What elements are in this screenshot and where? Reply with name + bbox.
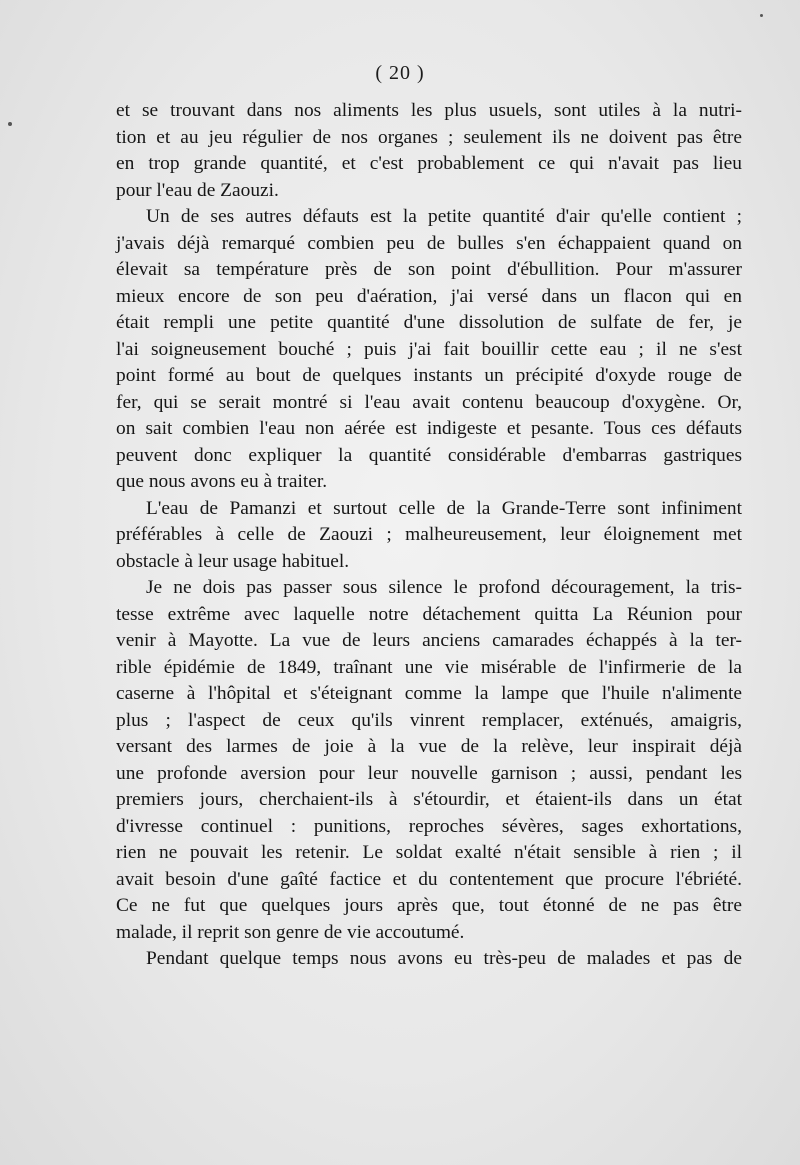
page-number: ( 20 )	[375, 62, 425, 84]
text-line: préférables à celle de Zaouzi ; malheureusement, leur éloignement met	[116, 524, 742, 545]
text-line: tesse extrême avec laquelle notre détachement quitta La Réunion pour	[116, 603, 742, 625]
text-line: en trop grande quantité, et c'est probablement ce qui n'avait pas lieu	[116, 153, 742, 174]
text-line: malade, il reprit son genre de vie accoutumé.	[116, 921, 465, 943]
text-line: l'ai soigneusement bouché ; puis j'ai fait bouillir cette eau ; il ne s'est	[116, 338, 742, 360]
text-line: mieux encore de son peu d'aération, j'ai versé dans un flacon qui en	[116, 285, 742, 307]
text-line: Un de ses autres défauts est la petite quantité d'air qu'elle contient ;	[146, 206, 742, 227]
margin-speck	[8, 122, 12, 126]
paragraph-4	[116, 575, 742, 946]
text-line: d'ivresse continuel : punitions, reproches sévères, sages exhortations,	[116, 815, 742, 837]
text-line: plus ; l'aspect de ceux qu'ils vinrent remplacer, exténués, amaigris,	[116, 709, 742, 731]
body-text	[116, 98, 742, 973]
text-line: était rempli une petite quantité d'une dissolution de sulfate de fer, je	[116, 312, 742, 333]
text-line: caserne à l'hôpital et s'éteignant comme la lampe que l'huile n'alimente	[116, 683, 742, 704]
text-line: versant des larmes de joie à la vue de la relève, leur inspirait déjà	[116, 736, 742, 757]
text-line: j'avais déjà remarqué combien peu de bulles s'en échappaient quand on	[116, 232, 742, 254]
paragraph-5	[116, 946, 742, 973]
text-line: rien ne pouvait les retenir. Le soldat exalté n'était sensible à rien ; il	[116, 842, 742, 863]
text-line: que nous avons eu à traiter.	[116, 471, 328, 492]
text-line: premiers jours, cherchaient-ils à s'étourdir, et étaient-ils dans un état	[116, 789, 742, 810]
text-line: tion et au jeu régulier de nos organes ; seulement ils ne doivent pas être	[116, 126, 742, 148]
text-line: une profonde aversion pour leur nouvelle garnison ; aussi, pendant les	[116, 762, 742, 784]
text-line: pour l'eau de Zaouzi.	[116, 179, 279, 201]
text-line: Je ne dois pas passer sous silence le profond découragement, la tris-	[146, 577, 742, 598]
text-line: Pendant quelque temps nous avons eu très-peu de malades et pas de	[146, 948, 742, 969]
text-line: avait besoin d'une gaîté factice et du contentement que procure l'ébriété.	[116, 868, 742, 890]
text-line: fer, qui se serait montré si l'eau avait contenu beaucoup d'oxygène. Or,	[116, 391, 742, 413]
text-line: L'eau de Pamanzi et surtout celle de la Grande-Terre sont infiniment	[146, 497, 742, 519]
text-line: on sait combien l'eau non aérée est indigeste et pesante. Tous ces défauts	[116, 418, 742, 439]
text-line: rible épidémie de 1849, traînant une vie misérable de l'infirmerie de la	[116, 656, 742, 678]
text-line: peuvent donc expliquer la quantité considérable d'embarras gastriques	[116, 444, 742, 466]
text-line: Ce ne fut que quelques jours après que, tout étonné de ne pas être	[116, 895, 742, 916]
text-line: et se trouvant dans nos aliments les plus usuels, sont utiles à la nutri-	[116, 100, 742, 121]
paragraph-2	[116, 204, 742, 496]
text-line: obstacle à leur usage habituel.	[116, 550, 350, 572]
paragraph-3	[116, 496, 742, 576]
margin-speck	[760, 14, 763, 17]
text-line: point formé au bout de quelques instants un précipité d'oxyde rouge de	[116, 365, 742, 386]
text-line: venir à Mayotte. La vue de leurs anciens camarades échappés à la ter-	[116, 630, 742, 651]
text-line: élevait sa température près de son point d'ébullition. Pour m'assurer	[116, 259, 742, 280]
paragraph-1	[116, 98, 742, 204]
